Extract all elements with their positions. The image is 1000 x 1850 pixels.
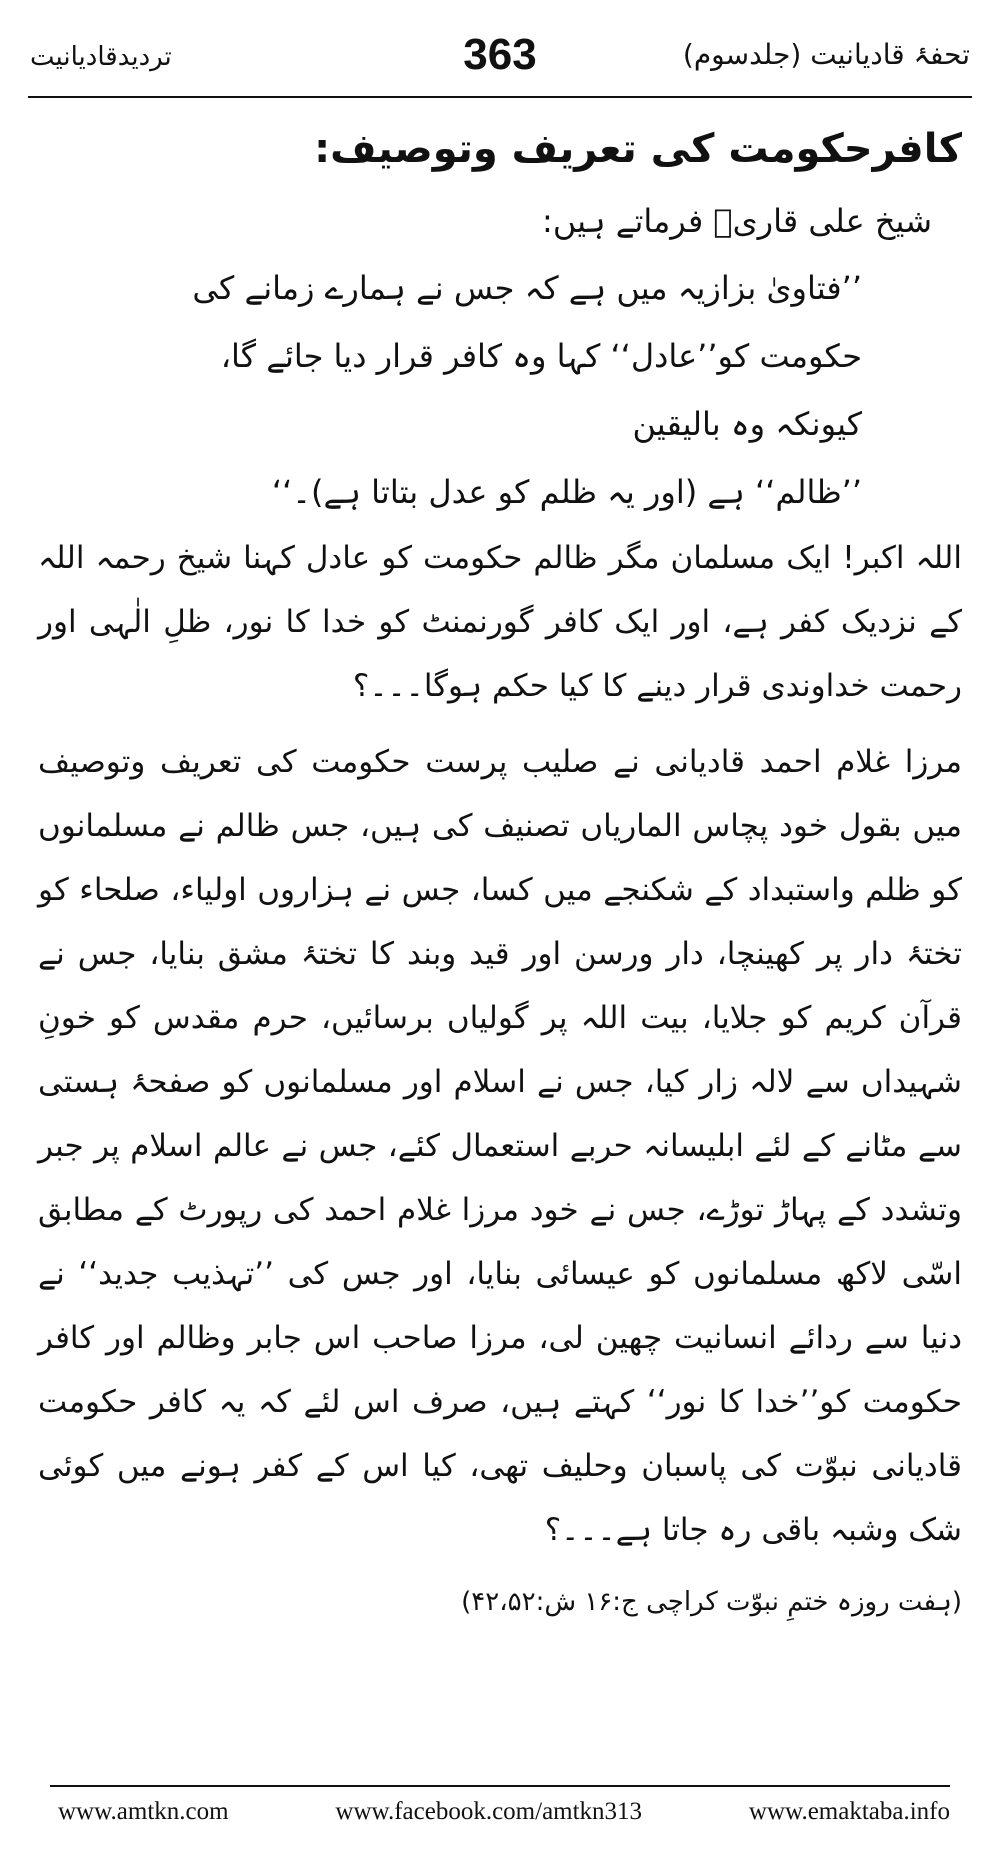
section-heading: کافرحکومت کی تعریف وتوصیف: <box>314 126 962 172</box>
quote-intro: شیخ علی قاریؒ فرماتے ہیں: <box>542 202 932 240</box>
footer-link-facebook[interactable]: www.facebook.com/amtkn313 <box>335 1798 643 1825</box>
quote-line: ’’ظالم‘‘ ہے (اور یہ ظلم کو عدل بتاتا ہے)۔‘‘ <box>271 473 862 511</box>
page-body <box>38 110 962 1630</box>
section-title: تردیدقادیانیت <box>30 42 172 72</box>
citation: (ہفت روزہ ختمِ نبوّت کراچی ج:۱۶ ش:۴۲،۵۲) <box>461 1587 962 1617</box>
quote-line: ’’فتاویٰ بزازیہ میں ہے کہ جس نے ہمارے زمانے کی <box>192 269 862 307</box>
footer-rule <box>50 1785 950 1787</box>
page-number: 363 <box>463 30 537 79</box>
paragraph: مرزا غلام احمد قادیانی نے صلیب پرست حکومت کی تعریف وتوصیف میں بقول خود پچاس الماریاں تصنیف کی ہیں، جس ظالم نے مسلمانوں کو ظلم واستبداد کے شکنجے میں کسا، جس نے ہزاروں اولیاء، صلحاء کو تختۂ دار پر کھینچا، دار ورسن اور قید وبند کا تختۂ مشق بنایا، جس نے قرآن کریم کو جلایا، بیت اللہ پر گولیاں برسائیں، حرم مقدس کو خونِ شہیداں سے لالہ زار کیا، جس نے اسلام اور مسلمانوں کو صفحۂ ہستی سے مٹانے کے لئے ابلیسانہ حربے استعمال کئے، جس نے عالم اسلام پر جبر وتشدد کے پہاڑ توڑے، جس نے خود مرزا غلام احمد کی رپورٹ کے مطابق اسّی لاکھ مسلمانوں کو عیسائی بنایا، اور جس کی ’’تہذیب جدید‘‘ نے دنیا سے ردائے انسانیت چھین لی، مرزا صاحب اس جابر وظالم اور کافر حکومت کو’’خدا کا نور‘‘ کہتے ہیں، صرف اس لئے کہ یہ کافر حکومت قادیانی نبوّت کی پاسبان وحلیف تھی، کیا اس کے کفر ہونے میں کوئی شک وشبہ باقی رہ جاتا ہے۔۔۔؟ <box>38 744 962 1548</box>
quote-line: حکومت کو’’عادل‘‘ کہا وہ کافر قرار دیا جائے گا، کیونکہ وہ بالیقین <box>220 337 862 443</box>
block-quote <box>188 254 862 526</box>
page-footer <box>58 1798 950 1826</box>
page-header <box>30 30 970 90</box>
header-rule <box>28 96 972 98</box>
footer-link-emaktaba[interactable]: www.emaktaba.info <box>748 1798 950 1825</box>
book-title: تحفۂ قادیانیت (جلدسوم) <box>682 38 970 71</box>
paragraph: اللہ اکبر! ایک مسلمان مگر ظالم حکومت کو عادل کہنا شیخ رحمہ اللہ کے نزدیک کفر ہے، اور ایک کافر گورنمنٹ کو خدا کا نور، ظلِ الٰہی اور رحمت خداوندی قرار دینے کا کیا حکم ہوگا۔۔۔؟ <box>38 540 962 704</box>
footer-link-amtkn[interactable]: www.amtkn.com <box>58 1798 229 1825</box>
